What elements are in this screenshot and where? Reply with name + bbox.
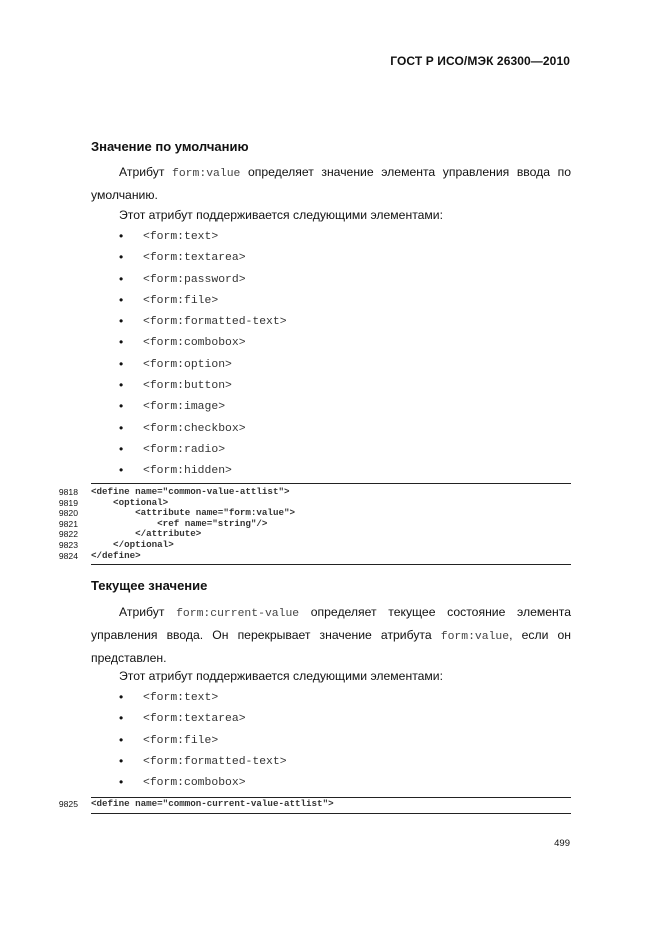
element-tag: <form:textarea> [143, 252, 246, 265]
bullet: • [119, 732, 124, 747]
element-tag: <form:text> [143, 692, 219, 704]
bullet: • [119, 690, 124, 704]
bullet: • [119, 441, 124, 456]
line-number: 9819 [58, 497, 78, 508]
supported-elements-list [119, 687, 287, 793]
supported-elements-intro: Этот атрибут поддерживается следующими элементами: [119, 208, 443, 222]
page-number: 499 [554, 838, 570, 849]
code-line [50, 551, 571, 562]
supported-elements-intro: Этот атрибут поддерживается следующими элементами: [119, 669, 443, 683]
element-tag: <form:combobox> [143, 777, 246, 790]
para-text: определяет текущее состояние элемента управления ввода. Он перекрывает значение атрибута [91, 605, 571, 642]
attribute-name: form:value [440, 631, 510, 643]
bullet: • [119, 314, 124, 329]
bullet: • [119, 356, 124, 371]
code-block [50, 487, 571, 561]
element-tag: <form:text> [143, 231, 219, 243]
list-item [119, 396, 287, 417]
para-text: Атрибут [119, 165, 173, 179]
element-tag: <form:textarea> [143, 713, 246, 726]
line-number: 9824 [58, 550, 78, 561]
code-text: </optional> [91, 538, 174, 550]
list-item [119, 247, 287, 268]
code-text: <optional> [91, 496, 169, 508]
bullet: • [119, 229, 124, 243]
code-line [50, 540, 571, 551]
attribute-name: form:value [172, 168, 241, 180]
element-tag: <form:checkbox> [143, 422, 246, 435]
section1-paragraph [91, 162, 571, 206]
list-item [119, 439, 287, 460]
element-tag: <form:formatted-text> [143, 316, 287, 329]
list-item [119, 730, 287, 751]
list-item [119, 226, 287, 247]
para-text: Атрибут [119, 605, 177, 619]
code-text: <define name="common-value-attlist"> [91, 486, 290, 497]
code-text: <attribute name="form:value"> [91, 507, 295, 519]
bullet: • [119, 753, 124, 768]
element-tag: <form:hidden> [143, 465, 232, 478]
code-text: <ref name="string"/> [91, 517, 268, 529]
para-text: , если он представлен. [91, 628, 571, 665]
line-number: 9821 [58, 518, 78, 529]
list-item [119, 418, 287, 439]
element-tag: <form:formatted-text> [143, 755, 287, 768]
bullet: • [119, 271, 124, 286]
bullet: • [119, 250, 124, 265]
list-item [119, 354, 287, 375]
bullet: • [119, 378, 124, 393]
list-item [119, 311, 287, 332]
section-heading-default-value: Значение по умолчанию [91, 139, 249, 154]
line-number: 9823 [58, 539, 78, 550]
element-tag: <form:option> [143, 358, 232, 371]
document-header: ГОСТ Р ИСО/МЭК 26300—2010 [390, 54, 570, 68]
bullet: • [119, 420, 124, 435]
code-block [50, 799, 571, 810]
list-item [119, 332, 287, 353]
list-item [119, 460, 287, 481]
section2-paragraph [91, 602, 571, 669]
bullet: • [119, 711, 124, 726]
code-bottom-rule [91, 813, 571, 814]
para-text: определяет значение элемента управления ввода по умолчанию. [91, 165, 571, 202]
element-tag: <form:combobox> [143, 337, 246, 350]
section-heading-current-value: Текущее значение [91, 578, 208, 593]
line-number: 9818 [58, 487, 78, 497]
line-number: 9825 [58, 799, 78, 809]
element-tag: <form:radio> [143, 443, 226, 456]
list-item [119, 290, 287, 311]
code-line [50, 487, 571, 498]
bullet: • [119, 292, 124, 307]
element-tag: <form:button> [143, 380, 232, 393]
code-text: </define> [91, 549, 141, 561]
bullet: • [119, 463, 124, 478]
code-top-rule [91, 483, 571, 484]
element-tag: <form:file> [143, 294, 219, 307]
list-item [119, 687, 287, 708]
bullet: • [119, 775, 124, 790]
element-tag: <form:password> [143, 273, 246, 286]
list-item [119, 375, 287, 396]
code-text: </attribute> [91, 528, 202, 540]
code-bottom-rule [91, 564, 571, 565]
bullet: • [119, 335, 124, 350]
element-tag: <form:image> [143, 401, 226, 414]
line-number: 9820 [58, 508, 78, 519]
list-item [119, 751, 287, 772]
code-text: <define name="common-current-value-attlist"> [91, 798, 334, 809]
attribute-name: form:current-value [176, 608, 300, 620]
bullet: • [119, 399, 124, 414]
list-item [119, 772, 287, 793]
list-item [119, 269, 287, 290]
supported-elements-list [119, 226, 287, 482]
code-line [50, 799, 571, 810]
element-tag: <form:file> [143, 734, 219, 747]
list-item [119, 708, 287, 729]
line-number: 9822 [58, 529, 78, 540]
